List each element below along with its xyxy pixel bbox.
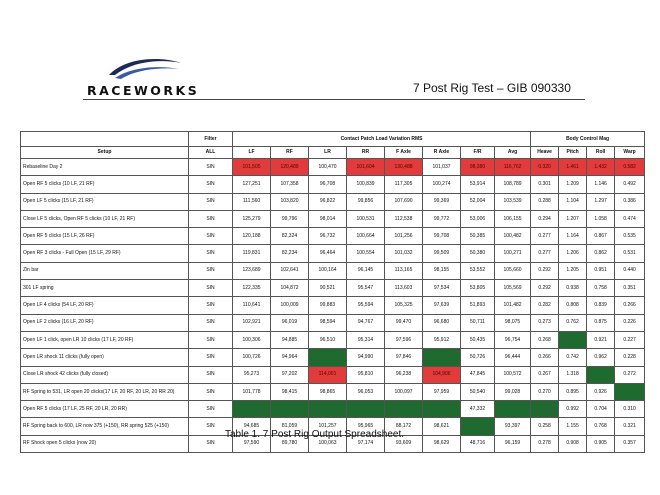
- table-row: [21, 262, 645, 279]
- value-cell: 1.461: [559, 159, 587, 176]
- value-cell: 96,754: [495, 331, 531, 348]
- value-cell: 0.266: [615, 297, 645, 314]
- setup-cell: Open LF 2 clicks (16 LF, 20 RF): [21, 314, 189, 331]
- value-cell: 96,464: [309, 245, 347, 262]
- setup-cell: Open LF 1 click, open LR 10 clicks (17 LF, 20 RF): [21, 331, 189, 348]
- value-cell: 0.320: [531, 159, 559, 176]
- value-cell: 102,921: [233, 314, 271, 331]
- setup-cell: Open LR shock 11 clicks (fully open): [21, 349, 189, 366]
- value-cell: 52,004: [461, 193, 495, 210]
- table-row: [21, 314, 645, 331]
- value-cell: 101,505: [233, 159, 271, 176]
- value-cell: 100,063: [309, 435, 347, 452]
- value-cell: 99,708: [423, 228, 461, 245]
- value-cell: 100,531: [347, 210, 385, 227]
- value-cell: 95,547: [347, 280, 385, 297]
- value-cell: 96,708: [309, 176, 347, 193]
- table-row: [21, 383, 645, 400]
- value-cell: 110,641: [233, 297, 271, 314]
- group-header-row: [21, 132, 645, 147]
- setup-cell: Open RF 5 clicks (15 LF, 26 RF): [21, 228, 189, 245]
- value-cell: 95,273: [233, 366, 271, 383]
- setup-cell: Rebaseline Day 2: [21, 159, 189, 176]
- setup-cell: 301 LF spring: [21, 280, 189, 297]
- value-cell: 1.205: [559, 262, 587, 279]
- setup-cell: RF Spring to 531, LR open 20 clicks(17 LF, 20 RF, 20 LR, 20 RR 20): [21, 383, 189, 400]
- value-cell: 100,726: [233, 349, 271, 366]
- value-cell: 0.895: [559, 383, 587, 400]
- value-cell: 105,569: [495, 280, 531, 297]
- setup-cell: Open LF 4 clicks (54 LF, 20 RF): [21, 297, 189, 314]
- value-cell: 0.226: [615, 314, 645, 331]
- value-cell: 98,865: [309, 383, 347, 400]
- value-cell: 96,145: [347, 262, 385, 279]
- value-cell: 51,893: [461, 297, 495, 314]
- value-cell: 0.762: [559, 314, 587, 331]
- value-cell: 0.267: [531, 366, 559, 383]
- value-cell: 96,159: [495, 435, 531, 452]
- value-cell: 98,075: [495, 314, 531, 331]
- value-cell: SIN: [189, 383, 233, 400]
- value-cell: 1.164: [559, 228, 587, 245]
- value-cell: 50,726: [461, 349, 495, 366]
- value-cell: SIN: [189, 418, 233, 435]
- value-cell: 0.272: [615, 366, 645, 383]
- setup-cell: Close LF 5 clicks, Open RF 5 clicks (10 LF, 21 RF): [21, 210, 189, 227]
- value-cell: 0.808: [559, 297, 587, 314]
- value-cell: 1.432: [587, 159, 615, 176]
- value-cell: 123,689: [233, 262, 271, 279]
- setup-cell: Open RF 3 clicks - Full Open (15 LF, 29 RF): [21, 245, 189, 262]
- results-table: [20, 131, 645, 453]
- value-cell: 120,489: [271, 159, 309, 176]
- value-cell: 95,314: [347, 331, 385, 348]
- value-cell: 0.386: [615, 193, 645, 210]
- value-cell: 96,510: [309, 331, 347, 348]
- value-cell: 82,324: [271, 228, 309, 245]
- value-cell: SIN: [189, 228, 233, 245]
- column-header-lr: LR: [309, 147, 347, 159]
- value-cell: 98,415: [271, 383, 309, 400]
- table-row: [21, 245, 645, 262]
- value-cell: 97,534: [423, 280, 461, 297]
- column-header-setup: Setup: [21, 147, 189, 159]
- value-cell: 100,554: [347, 245, 385, 262]
- value-cell: 95,912: [423, 331, 461, 348]
- value-cell: 1.155: [559, 418, 587, 435]
- value-cell: 101,778: [233, 383, 271, 400]
- table-row: [21, 401, 645, 418]
- setup-cell: Open LF 5 clicks (15 LF, 21 RF): [21, 193, 189, 210]
- value-cell: SIN: [189, 435, 233, 452]
- value-cell: 95,965: [347, 418, 385, 435]
- value-cell: 0.962: [587, 349, 615, 366]
- column-header-rf: RF: [271, 147, 309, 159]
- value-cell: 0.862: [587, 245, 615, 262]
- value-cell: 100,274: [423, 176, 461, 193]
- value-cell: 96,053: [347, 383, 385, 400]
- value-cell: 0.277: [531, 228, 559, 245]
- value-cell: 94,685: [233, 418, 271, 435]
- value-cell: 47,332: [461, 401, 495, 418]
- value-cell: 1.104: [559, 193, 587, 210]
- value-cell: 98,594: [309, 314, 347, 331]
- value-cell: 97,202: [271, 366, 309, 383]
- value-cell: 48,716: [461, 435, 495, 452]
- value-cell: 100,470: [309, 159, 347, 176]
- value-cell: 106,155: [495, 210, 531, 227]
- value-cell: 108,789: [495, 176, 531, 193]
- value-cell: 96,680: [423, 314, 461, 331]
- value-cell: 88,172: [385, 418, 423, 435]
- column-header-row: [21, 147, 645, 159]
- value-cell: 100,306: [233, 331, 271, 348]
- value-cell: 120,188: [233, 228, 271, 245]
- value-cell: 100,664: [347, 228, 385, 245]
- value-cell: SIN: [189, 366, 233, 383]
- value-cell: 0.282: [531, 297, 559, 314]
- value-cell: SIN: [189, 401, 233, 418]
- blank-header-cell: [21, 132, 189, 147]
- value-cell: 97,590: [233, 435, 271, 452]
- setup-cell: Open RF 5 clicks (10 LF, 21 RF): [21, 176, 189, 193]
- body-control-label: Body Control Mag: [531, 132, 645, 147]
- value-cell: 105,660: [495, 262, 531, 279]
- table-row: [21, 297, 645, 314]
- value-cell: 97,639: [423, 297, 461, 314]
- value-cell: 0.758: [587, 280, 615, 297]
- value-cell: 0.351: [615, 280, 645, 297]
- value-cell: 0.278: [531, 435, 559, 452]
- value-cell: 101,257: [309, 418, 347, 435]
- value-cell: 96,019: [271, 314, 309, 331]
- value-cell: 94,990: [347, 349, 385, 366]
- value-cell: 100,164: [309, 262, 347, 279]
- value-cell: 0.266: [531, 349, 559, 366]
- value-cell: 104,872: [271, 280, 309, 297]
- value-cell: 100,482: [495, 228, 531, 245]
- value-cell: 50,435: [461, 331, 495, 348]
- value-cell: 101,482: [495, 297, 531, 314]
- value-cell: 116,762: [495, 159, 531, 176]
- value-cell: 0.704: [587, 401, 615, 418]
- filter-label: Filter: [189, 132, 233, 147]
- value-cell: 113,603: [385, 280, 423, 297]
- value-cell: 94,767: [347, 314, 385, 331]
- value-cell: 94,885: [271, 331, 309, 348]
- value-cell: 1.146: [587, 176, 615, 193]
- value-cell: 50,711: [461, 314, 495, 331]
- value-cell: 53,805: [461, 280, 495, 297]
- value-cell: 100,271: [495, 245, 531, 262]
- value-cell: 98,629: [423, 435, 461, 452]
- value-cell: 1.318: [559, 366, 587, 383]
- value-cell: 102,641: [271, 262, 309, 279]
- value-cell: 98,621: [423, 418, 461, 435]
- value-cell: 101,604: [347, 159, 385, 176]
- value-cell: 0.258: [531, 418, 559, 435]
- value-cell: SIN: [189, 262, 233, 279]
- value-cell: SIN: [189, 245, 233, 262]
- table-row: [21, 349, 645, 366]
- setup-cell: Open RF 5 clicks (17 LF, 25 RF, 20 LR, 20 RR): [21, 401, 189, 418]
- table-row: [21, 366, 645, 383]
- value-cell: [495, 401, 531, 418]
- value-cell: 0.938: [559, 280, 587, 297]
- raceworks-logo: [85, 55, 205, 100]
- column-header-warp: Warp: [615, 147, 645, 159]
- value-cell: 107,358: [271, 176, 309, 193]
- value-cell: 0.474: [615, 210, 645, 227]
- table-row: [21, 280, 645, 297]
- column-header-avg: Avg: [495, 147, 531, 159]
- value-cell: [587, 366, 615, 383]
- value-cell: 104,906: [423, 366, 461, 383]
- value-cell: 1.297: [587, 193, 615, 210]
- value-cell: 0.921: [587, 331, 615, 348]
- table-row: [21, 228, 645, 245]
- value-cell: 0.867: [587, 228, 615, 245]
- contact-patch-label: Contact Patch Load Variation RMS: [233, 132, 531, 147]
- value-cell: 0.228: [615, 349, 645, 366]
- value-cell: 98,380: [461, 159, 495, 176]
- value-cell: 0.875: [587, 314, 615, 331]
- value-cell: 125,279: [233, 210, 271, 227]
- value-cell: [309, 349, 347, 366]
- value-cell: 100,097: [385, 383, 423, 400]
- value-cell: 117,305: [385, 176, 423, 193]
- value-cell: 119,831: [233, 245, 271, 262]
- setup-cell: Zin bar: [21, 262, 189, 279]
- column-header-lf: LF: [233, 147, 271, 159]
- value-cell: [233, 401, 271, 418]
- value-cell: 94,964: [271, 349, 309, 366]
- value-cell: 96,732: [309, 228, 347, 245]
- value-cell: 82,234: [271, 245, 309, 262]
- value-cell: 99,028: [495, 383, 531, 400]
- value-cell: 99,796: [271, 210, 309, 227]
- value-cell: 93,397: [495, 418, 531, 435]
- value-cell: 111,560: [233, 193, 271, 210]
- value-cell: 99,509: [423, 245, 461, 262]
- value-cell: 47,845: [461, 366, 495, 383]
- value-cell: 99,470: [385, 314, 423, 331]
- value-cell: 95,594: [347, 297, 385, 314]
- value-cell: 103,820: [271, 193, 309, 210]
- value-cell: SIN: [189, 193, 233, 210]
- value-cell: 0.292: [531, 280, 559, 297]
- value-cell: 112,538: [385, 210, 423, 227]
- value-cell: 95,810: [347, 366, 385, 383]
- value-cell: [615, 383, 645, 400]
- value-cell: 97,846: [385, 349, 423, 366]
- value-cell: 1.206: [559, 245, 587, 262]
- table-row: [21, 210, 645, 227]
- value-cell: 99,856: [347, 193, 385, 210]
- value-cell: 93,609: [385, 435, 423, 452]
- value-cell: [423, 401, 461, 418]
- value-cell: 53,552: [461, 262, 495, 279]
- value-cell: 0.905: [587, 435, 615, 452]
- value-cell: 1.058: [587, 210, 615, 227]
- value-cell: 0.531: [615, 245, 645, 262]
- value-cell: [423, 349, 461, 366]
- table-row: [21, 176, 645, 193]
- value-cell: SIN: [189, 280, 233, 297]
- value-cell: 0.839: [587, 297, 615, 314]
- value-cell: [347, 401, 385, 418]
- value-cell: 100,009: [271, 297, 309, 314]
- value-cell: 96,444: [495, 349, 531, 366]
- value-cell: 0.768: [587, 418, 615, 435]
- value-cell: 100,572: [495, 366, 531, 383]
- value-cell: 53,006: [461, 210, 495, 227]
- column-header-f-axle: F Axle: [385, 147, 423, 159]
- column-header-rr: RR: [347, 147, 385, 159]
- value-cell: 89,780: [271, 435, 309, 452]
- value-cell: 0.288: [531, 193, 559, 210]
- value-cell: 127,251: [233, 176, 271, 193]
- value-cell: 103,539: [495, 193, 531, 210]
- value-cell: 96,822: [309, 193, 347, 210]
- value-cell: 105,325: [385, 297, 423, 314]
- table-row: [21, 193, 645, 210]
- value-cell: 114,001: [309, 366, 347, 383]
- value-cell: 0.294: [531, 210, 559, 227]
- value-cell: SIN: [189, 176, 233, 193]
- value-cell: 50,540: [461, 383, 495, 400]
- value-cell: 98,014: [309, 210, 347, 227]
- column-header-all: ALL: [189, 147, 233, 159]
- value-cell: 0.492: [615, 176, 645, 193]
- column-header-roll: Roll: [587, 147, 615, 159]
- value-cell: 50,385: [461, 228, 495, 245]
- value-cell: 0.951: [587, 262, 615, 279]
- value-cell: SIN: [189, 159, 233, 176]
- value-cell: 122,335: [233, 280, 271, 297]
- value-cell: 99,883: [309, 297, 347, 314]
- value-cell: 0.742: [559, 349, 587, 366]
- column-header-f-r: F/R: [461, 147, 495, 159]
- value-cell: 99,772: [423, 210, 461, 227]
- value-cell: SIN: [189, 314, 233, 331]
- value-cell: [531, 401, 559, 418]
- value-cell: 113,165: [385, 262, 423, 279]
- value-cell: 98,155: [423, 262, 461, 279]
- value-cell: 97,596: [385, 331, 423, 348]
- value-cell: 0.277: [531, 245, 559, 262]
- value-cell: 0.535: [615, 228, 645, 245]
- table-row: [21, 331, 645, 348]
- value-cell: SIN: [189, 331, 233, 348]
- value-cell: 50,380: [461, 245, 495, 262]
- setup-cell: Close LR shock 42 clicks (fully closed): [21, 366, 189, 383]
- value-cell: [461, 418, 495, 435]
- value-cell: 90,521: [309, 280, 347, 297]
- value-cell: 97,959: [423, 383, 461, 400]
- value-cell: 0.357: [615, 435, 645, 452]
- value-cell: 96,238: [385, 366, 423, 383]
- value-cell: 1.207: [559, 210, 587, 227]
- value-cell: [385, 401, 423, 418]
- value-cell: 0.926: [587, 383, 615, 400]
- value-cell: 0.268: [531, 331, 559, 348]
- value-cell: 0.301: [531, 176, 559, 193]
- value-cell: 130,488: [385, 159, 423, 176]
- setup-cell: RF Shock open 5 clicks (now 20): [21, 435, 189, 452]
- value-cell: 0.582: [615, 159, 645, 176]
- value-cell: 0.273: [531, 314, 559, 331]
- table-row: [21, 159, 645, 176]
- value-cell: 99,369: [423, 193, 461, 210]
- value-cell: [309, 401, 347, 418]
- value-cell: 0.227: [615, 331, 645, 348]
- value-cell: 101,032: [385, 245, 423, 262]
- value-cell: 0.310: [615, 401, 645, 418]
- value-cell: 0.440: [615, 262, 645, 279]
- swoosh-icon: [105, 55, 185, 81]
- column-header-pitch: Pitch: [559, 147, 587, 159]
- value-cell: 81,059: [271, 418, 309, 435]
- value-cell: 100,839: [347, 176, 385, 193]
- report-title: 7 Post Rig Test – GIB 090330: [413, 81, 571, 95]
- value-cell: 0.270: [531, 383, 559, 400]
- value-cell: [559, 331, 587, 348]
- value-cell: 107,690: [385, 193, 423, 210]
- logo-wordmark: RACEWORKS: [87, 83, 200, 98]
- value-cell: 101,256: [385, 228, 423, 245]
- value-cell: [271, 401, 309, 418]
- value-cell: 0.321: [615, 418, 645, 435]
- value-cell: 0.908: [559, 435, 587, 452]
- value-cell: 53,914: [461, 176, 495, 193]
- value-cell: 97,174: [347, 435, 385, 452]
- header-divider: [83, 99, 585, 100]
- value-cell: SIN: [189, 349, 233, 366]
- table-caption: Table 1. 7 Post Rig Output Spreadsheet.: [225, 429, 404, 440]
- value-cell: 0.992: [559, 401, 587, 418]
- value-cell: 101,037: [423, 159, 461, 176]
- value-cell: SIN: [189, 297, 233, 314]
- value-cell: 0.292: [531, 262, 559, 279]
- column-header-r-axle: R Axle: [423, 147, 461, 159]
- value-cell: SIN: [189, 210, 233, 227]
- setup-cell: RF Spring back to 600, LR now 375 (+150), RR spring 525 (+150): [21, 418, 189, 435]
- value-cell: 1.209: [559, 176, 587, 193]
- column-header-heave: Heave: [531, 147, 559, 159]
